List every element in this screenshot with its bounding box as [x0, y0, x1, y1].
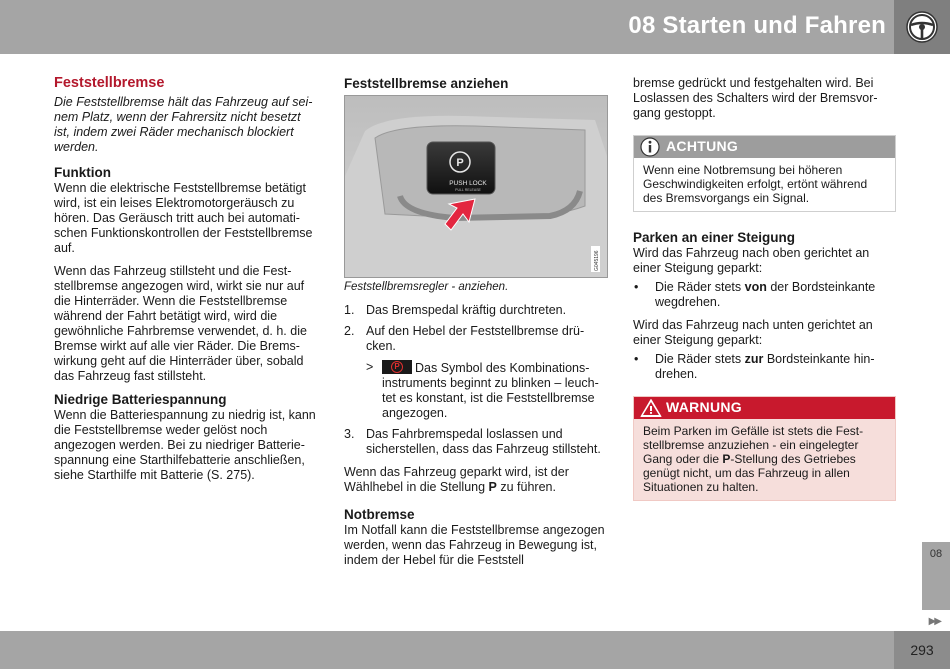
warning-triangle-icon: [640, 398, 662, 418]
parking-brake-illustration: [345, 96, 607, 277]
achtung-label: ACHTUNG: [666, 138, 739, 154]
steering-wheel-icon: [905, 10, 939, 44]
svg-text:P: P: [456, 157, 464, 169]
paragraph: Wird das Fahrzeug nach oben gerichtet an einer Steigung geparkt:: [633, 246, 870, 275]
paragraph: Wird das Fahrzeug nach unten gerichtet an einer Steigung geparkt:: [633, 318, 873, 347]
next-page-arrows-icon: ▶▶: [928, 616, 940, 627]
subheading-notbremse: Notbremse: [344, 507, 415, 522]
sub-result: > P Das Symbol des Kombinationsinstruments beginnt zu blinken – leuchtet es konstant, ist die Feststellbremse angezogen.: [366, 360, 599, 420]
button-sublabel: PULL RELEASE: [455, 188, 481, 192]
subheading-funktion: Funktion: [54, 165, 111, 180]
paragraph: bremse gedrückt und festgehalten wird. Bei Loslassen des Schalters wird der Bremsvorgang gestoppt.: [633, 76, 878, 120]
bullet-list: [633, 352, 896, 382]
parking-brake-warning-icon: P: [382, 360, 412, 374]
column-left: [54, 76, 316, 491]
column-right: [633, 76, 896, 519]
page-header: [0, 0, 950, 54]
steering-wheel-icon-box: [894, 0, 950, 54]
bullet-list: [633, 280, 896, 310]
chapter-side-tab: 08: [922, 542, 950, 610]
figure-caption: Feststellbremsregler - anziehen.: [344, 281, 509, 293]
warnung-box: [633, 396, 896, 501]
intro-text: Die Feststellbremse hält das Fahrzeug auf seinem Platz, wenn der Fahrersitz nicht besetzt ist, indem zwei Räder mechanisch blockiert werden.: [54, 95, 313, 154]
achtung-box: [633, 135, 896, 212]
column-middle: [344, 76, 608, 576]
list-item: • Die Räder stets von der Bordsteinkante wegdrehen.: [634, 280, 876, 309]
paragraph: Wenn das Fahrzeug stillsteht und die Feststellbremse angezogen wird, wirkt sie nur auf die Hinterräder. Wenn die Feststellbremse während der Fahrt betätigt wird, wird die gewöhnliche Fahrbremse verwendet, d. h. die Bremse wirkt auf alle vier Räder. Die Bremswirkung geht auf die Hinterräder über, sobald das Fahrzeug fast stillsteht.: [54, 264, 307, 383]
paragraph: Wenn das Fahrzeug geparkt wird, ist der Wählhebel in die Stellung P zu führen.: [344, 465, 569, 494]
figure-ref-code: G045196: [594, 250, 600, 271]
warnung-text: Beim Parken im Gefälle ist stets die Feststellbremse anzuziehen - ein eingelegter Gang oder die P-Stellung des Getriebes genügt nicht, um das Fahrzeug in allen Situationen zu halten.: [634, 419, 895, 500]
parking-brake-figure: [344, 95, 608, 278]
subheading-batterie: Niedrige Batteriespannung: [54, 392, 227, 407]
list-item: 2. Auf den Hebel der Feststellbremse drücken. > P Das Symbol des Kombinationsinstruments beginnt zu blinken – leuchtet es konstant, ist die Feststellbremse angezogen.: [344, 324, 608, 421]
subheading-parken: Parken an einer Steigung: [633, 230, 796, 245]
steps-list: [344, 303, 608, 457]
paragraph: Wenn die elektrische Feststellbremse betätigt wird, ist ein leises Elektromotorgeräusch zu hören. Das Geräusch tritt auch bei automatischen Funktionskontrollen der Feststellbremse auf.: [54, 181, 313, 255]
button-label: PUSH LOCK: [449, 180, 487, 187]
paragraph: Wenn die Batteriespannung zu niedrig ist, kann die Feststellbremse weder gelöst noch angezogen werden. Bei zu niedriger Batteriespannung eine Starthilfebatterie anschließen, siehe Starthilfe mit Batterie (S. 275).: [54, 408, 316, 482]
list-item: • Die Räder stets zur Bordsteinkante hindrehen.: [634, 352, 875, 381]
paragraph: Im Notfall kann die Feststellbremse angezogen werden, wenn das Fahrzeug in Bewegung ist, indem der Hebel für die Feststell: [344, 523, 605, 567]
list-item: 3. Das Fahrbremspedal loslassen und sicherstellen, dass das Fahrzeug stillsteht.: [344, 427, 601, 456]
chapter-title: 08 Starten und Fahren: [628, 12, 886, 39]
page-footer: [0, 631, 950, 669]
achtung-text: Wenn eine Notbremsung bei höheren Geschwindigkeiten erfolgt, ertönt während des Bremsvorgangs ein Signal.: [634, 158, 895, 211]
page-number: 293: [894, 631, 950, 669]
info-icon: [640, 137, 660, 157]
warnung-label: WARNUNG: [666, 399, 742, 415]
list-item: 1. Das Bremspedal kräftig durchtreten.: [344, 303, 567, 317]
section-heading: Feststellbremse: [54, 75, 165, 91]
subheading-anziehen: Feststellbremse anziehen: [344, 76, 509, 91]
